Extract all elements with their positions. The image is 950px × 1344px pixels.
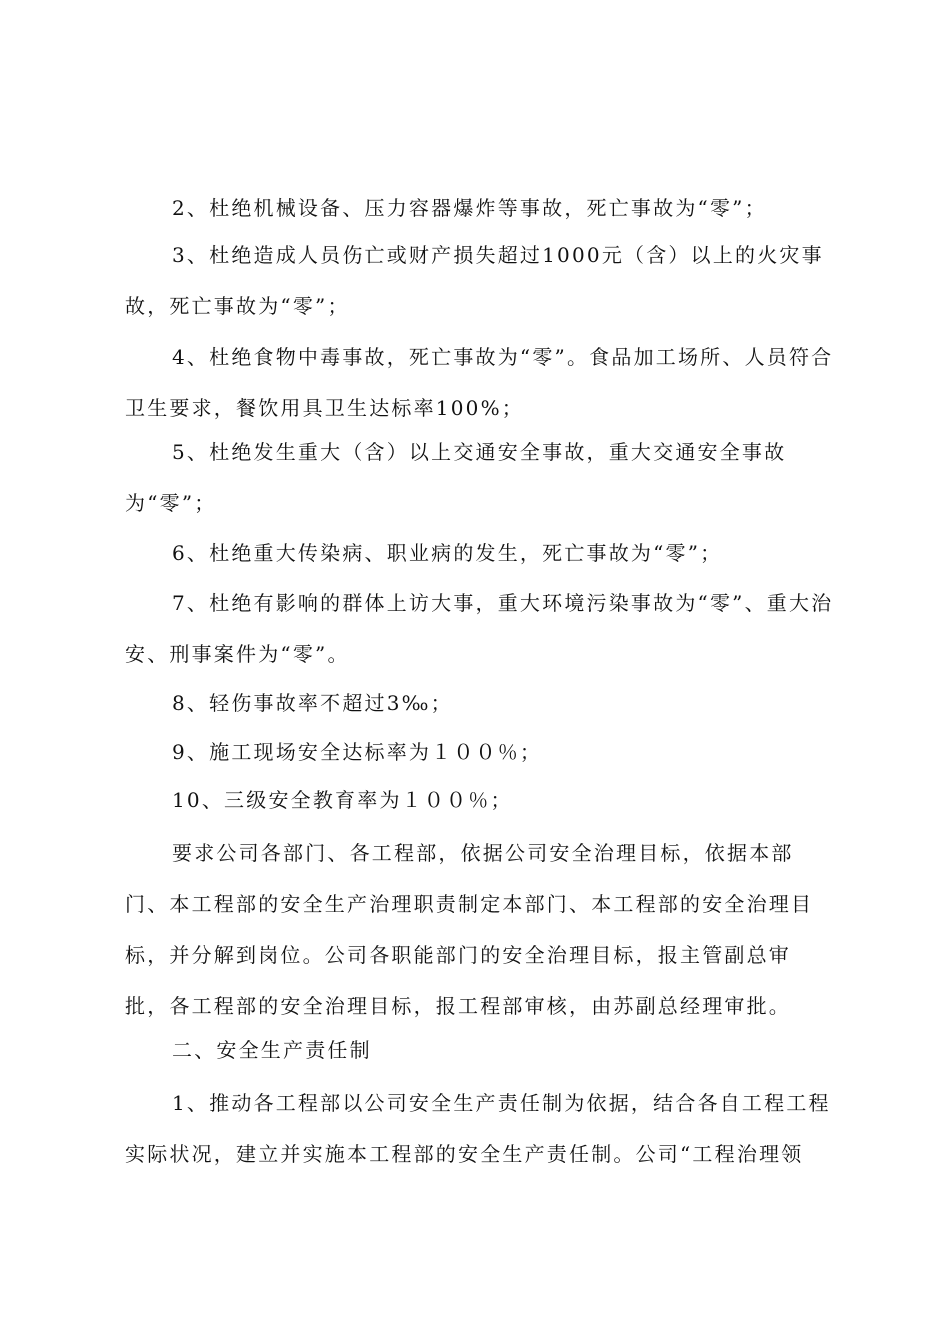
paragraph-item-6: 6、杜绝重大传染病、职业病的发生，死亡事故为“零”；: [172, 541, 723, 565]
paragraph-item-4: 4、杜绝食物中毒事故，死亡事故为“零”。食品加工场所、人员符合卫生要求，餐饮用具卫生达标率100%；: [125, 345, 834, 420]
paragraph-item-9: 9、施工现场安全达标率为１００％；: [172, 740, 543, 764]
paragraph-item-10: 10、三级安全教育率为１００％；: [172, 788, 513, 812]
paragraph-item-3: 3、杜绝造成人员伤亡或财产损失超过1000元（含）以上的火灾事故，死亡事故为“零”；: [125, 243, 824, 318]
paragraph-requirements: 要求公司各部门、各工程部，依据公司安全治理目标，依据本部门、本工程部的安全生产治理职责制定本部门、本工程部的安全治理目标，并分解到岗位。公司各职能部门的安全治理目标，报主管副总审批，各工程部的安全治理目标，报工程部审核，由苏副总经理审批。: [125, 841, 814, 1018]
paragraph-item-2: 2、杜绝机械设备、压力容器爆炸等事故，死亡事故为“零”；: [172, 196, 767, 220]
section-heading-safety-responsibility: 二、安全生产责任制: [172, 1038, 372, 1062]
paragraph-item-5: 5、杜绝发生重大（含）以上交通安全事故，重大交通安全事故为“零”；: [125, 440, 787, 515]
paragraph-item-8: 8、轻伤事故率不超过3‰；: [172, 691, 453, 715]
paragraph-responsibility-1: 1、推动各工程部以公司安全生产责任制为依据，结合各自工程工程实际状况，建立并实施本工程部的安全生产责任制。公司“工程治理领: [125, 1091, 831, 1166]
paragraph-item-7: 7、杜绝有影响的群体上访大事，重大环境污染事故为“零”、重大治安、刑事案件为“零”。: [125, 591, 834, 666]
